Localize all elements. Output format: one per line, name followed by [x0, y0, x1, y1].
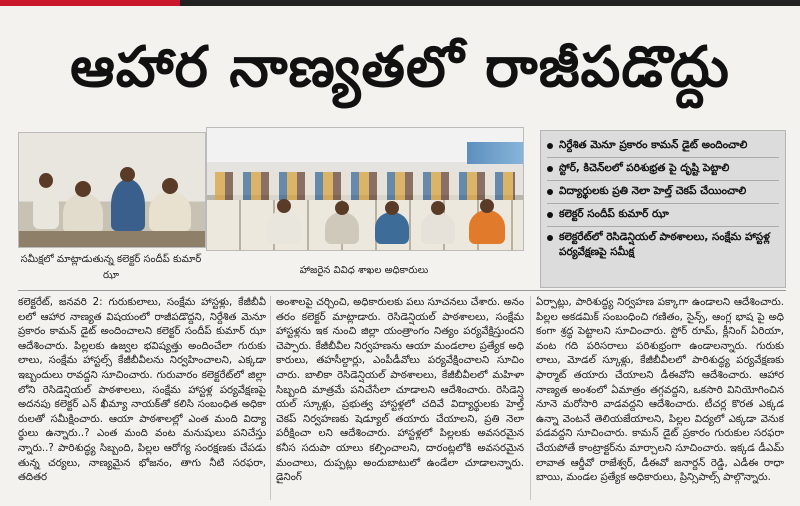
highlight-text: కలెక్టరేట్‌లో రెసిడెన్షియల్ పాఠశాలలు, సంక్షేమ హాస్టళ్ల పర్యవేక్షణపై సమీక్ష [559, 231, 770, 258]
bullet-icon [547, 235, 553, 241]
photo-collector-speaking [18, 132, 206, 248]
highlight-text: స్టోర్, కిచెన్‌లలో పరిశుభ్రత పై దృష్టి పెట్టాలి [559, 162, 730, 174]
page-top-bar [0, 0, 800, 6]
headline: ఆహార నాణ్యతలో రాజీపడొద్దు [70, 35, 730, 100]
highlight-text: కలెక్టర్ సందీప్ కుమార్ ఝా [559, 208, 669, 220]
bullet-icon [547, 143, 553, 149]
article-text: ఏర్పాట్లు, పారిశుద్ధ్య నిర్వహణ పక్కాగా ఉండాలని ఆదేశించారు. పిల్లల అకడమిక్ సంబంధించి గణితం, సైన్స్, ఆంగ్ల భాష పై అధి కంగా శ్రద్ధ పెట్టాలని సూచించారు. స్టోర్ రూమ్, క్లీనింగ్ ఏరియా, వంట గది పరిసరాలు పరిశుభ్రంగా ఉండాలన్నారు. గురుకు లాలు, మోడల్ స్కూళ్లు, కేజీబీవీలలో పారిశుద్ధ్య పర్యవేక్షణకు ఫార్మాట్ తయారు చేయాలని డీఈవోని ఆదేశించారు. ఆహార నాణ్యత అంశంలో ఏమాత్రం తగ్గవద్దని, ఒకసారి వినియోగించిన నూనె మరోసారి వాడవద్దని ఆదేశించారు. టీచర్ల కొరత ఎక్కడ ఉన్నా వెంటనే తెలియజేయాలని, పిల్లల విద్యలో ఎక్కడా వెనుక పడవద్దని సూచించారు. కామన్ డైట్ ప్రకారం గురుకుల సరఫరా చేయపోతే కాంట్రాక్టర్‌ను మార్చాలని సూచించారు. ఇక్కడ డీఎమ్ లావాత ఆర్డీవో రాజేశ్వర్, డీఈవో జనార్దన్ రెడ్డి, ఎడీఈ రాధా బాయి, మండల ప్రత్యేక అధికారులు, ప్రిన్సిపాల్స్ పాల్గొన్నారు. [536, 297, 784, 484]
highlight-text: నిర్దేశిత మెనూ ప్రకారం కామన్ డైట్ అందించాలి [559, 139, 748, 151]
highlight-text: విద్యార్థులకు ప్రతి నెలా హెల్త్ చెకప్ చేయించాలి [559, 185, 747, 197]
highlight-item [547, 227, 779, 264]
article-column-3 [536, 296, 784, 502]
bullet-icon [547, 189, 553, 195]
bullet-icon [547, 212, 553, 218]
page-top-bar-accent [0, 0, 180, 6]
article-column-1 [18, 296, 266, 502]
highlights-box [540, 130, 786, 288]
highlight-item [547, 204, 779, 227]
article-column-2 [276, 296, 524, 502]
column-divider [270, 296, 271, 500]
photo2-caption: హాజరైన వివిధ శాఖల అధికారులు [299, 265, 429, 276]
highlight-item [547, 158, 779, 181]
photo-officials-attending [206, 127, 524, 251]
highlight-item [547, 135, 779, 158]
section-divider [18, 290, 786, 291]
bullet-icon [547, 166, 553, 172]
article-text: అంశాలపై చర్చించి, అధికారులకు పలు సూచనలు చేశారు. అనం తరం కలెక్టర్ మాట్లాడారు. రెసిడెన్షియల్ పాఠశాలలు, సంక్షేమ హాస్టళ్లను ఇక నుంచి జిల్లా యంత్రాంగం నిత్యం పర్యవేక్షిస్తుందని చెప్పారు. కేజీబీవీల నిర్వహణను ఆయా మండలాల ప్రత్యేక అధి కారులు, తహసీల్దార్లు, ఎంపీడీవోలు పర్యవేక్షించాలని సూచిం చారు. బాలికా రెసిడెన్షియల్ పాఠశాలలు, కేజీబీవీలలో మహిళా సిబ్బంది మాత్రమే పనిచేసేలా చూడాలని ఆదేశించారు. రెసిడెన్షి యల్ స్కూళ్లు, ప్రభుత్వ హాస్టళ్లలో చదివే విద్యార్థులకు హెల్త్ చెకప్ నిర్వహణకు షెడ్యూల్ తయారు చేయాలని, ప్రతి నెలా పరీక్షించా లని ఆదేశించారు. హాస్టళ్లలో పిల్లలకు అవసరమైన కనీస సదుపా యాలు కల్పించాలని, దారంట్లలోకి అవసరమైన మంచాలు, దుప్పట్లు అందుబాటులో ఉండేలా చూడాలన్నారు. డైనింగ్ [276, 297, 524, 484]
photo1-caption: సమీక్షలో మాట్లాడుతున్న కలెక్టర్ సందీప్ కుమార్ ఝా [20, 254, 202, 281]
column-divider [530, 296, 531, 500]
highlight-item [547, 181, 779, 204]
article-text: కలెక్టరేట్, జనవరి 2: గురుకులాలు, సంక్షేమ హాస్టళ్లు, కేజీబీవీ లలో ఆహార నాణ్యత విషయంలో రాజీపడొద్దని, నిర్దేశిత మెనూ ప్రకారం కామన్ డైట్ అందించాలని కలెక్టర్ సందీప్ కుమార్ ఝా ఆదేశించారు. పిల్లలకు ఉజ్వల భవిష్యత్తు అందించేలా గురుకు లాలు, సంక్షేమ హాస్టల్స్ కేజీబీవీలను నిర్వహించాలని, ఎక్కడా ఇబ్బందులు రావద్దని సూచించారు. గురువారం కలెక్టరేట్‌లో జిల్లా లోని రెసిడెన్షియల్ పాఠశాలలు, సంక్షేమ హాస్టళ్ల పర్యవేక్షణపై అదనపు కలెక్టర్ ఎన్ ఖీమ్యా నాయక్‌తో కలిసి సంబంధిత అధికా రులతో సమీక్షించారు. ఆయా పాఠశాలల్లో ఎంత మంది విద్యా ర్థులు ఉన్నారు..? ఎంత మంది వంట మనుషులు పనిచేస్తు న్నారు..? పారిశుద్ధ్య సిబ్బంది, పిల్లల ఆరోగ్య సంరక్షణకు చేపడు తున్న చర్యలు, నాణ్యమైన భోజనం, తాగు నీటి సరఫరా, తదితర [18, 297, 266, 484]
